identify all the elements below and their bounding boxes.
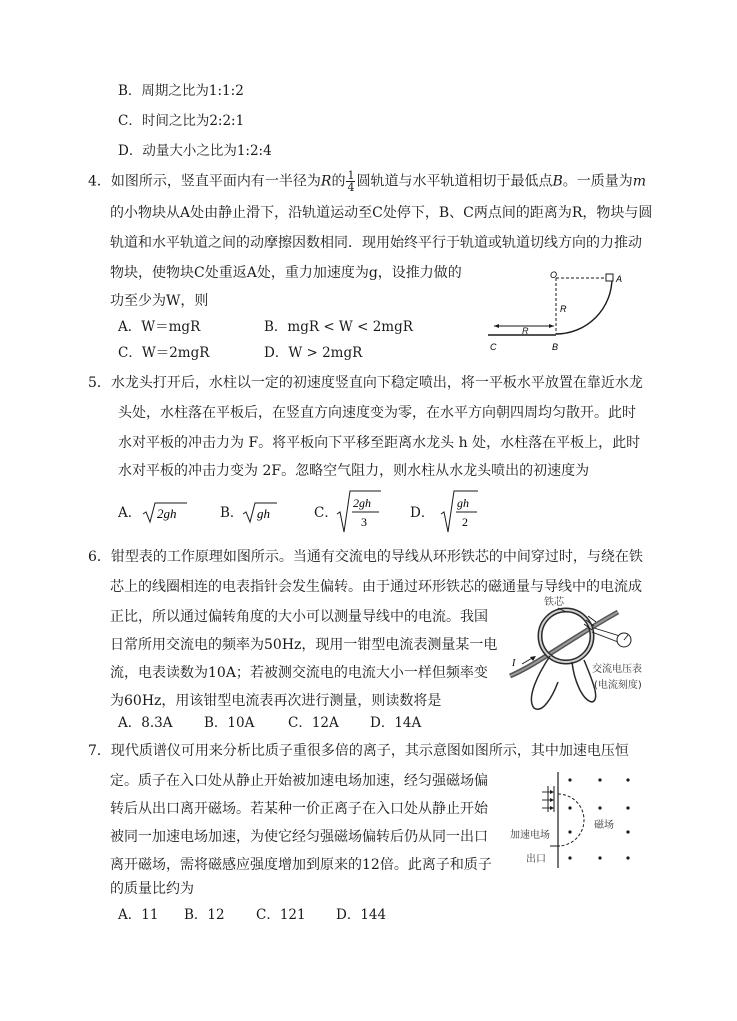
q5-option-b: B． bbox=[220, 505, 244, 521]
q7-option-b: B．12 bbox=[184, 907, 225, 923]
q5-line-1: 5．水龙头打开后，水柱以一定的初速度竖直向下稳定喷出，将一平板水平放置在靠近水龙 bbox=[88, 375, 643, 391]
q7-line-3: 转后从出口离开磁场。若某种一价正离子在入口处从静止开始 bbox=[110, 801, 488, 817]
q5-option-d-numerator: gh bbox=[457, 496, 469, 510]
q7-line-4: 被同一加速电场加速，为使它经匀强磁场偏转后仍从同一出口 bbox=[110, 829, 488, 845]
q7-line-5: 离开磁场，需将磁感应强度增加到原来的12倍。此离子和质子 bbox=[110, 857, 492, 873]
q7-line-1: 7．现代质谱仪可用来分析比质子重很多倍的离子，其示意图如图所示，其中加速电压恒 bbox=[88, 743, 629, 759]
q6-option-b: B．10A bbox=[204, 715, 255, 731]
q5-option-a: A． bbox=[118, 505, 142, 521]
q6-fig-label-I: I bbox=[512, 658, 516, 669]
q5-line-3: 水对平板的冲击力为 F。将平板向下平移至距离水龙头 h 处，水柱落在平板上，此时 bbox=[118, 435, 641, 451]
q7-fig-label-exit: 出口 bbox=[526, 854, 546, 865]
q4-fig-label-C: C bbox=[490, 342, 497, 352]
q5-option-b-radicand: gh bbox=[257, 506, 270, 521]
q4-line-5: 功至少为W，则 bbox=[110, 293, 209, 309]
q3-option-c: C．时间之比为2:2:1 bbox=[118, 113, 245, 129]
q7-option-a: A．11 bbox=[118, 907, 159, 923]
q6-option-c: C．12A bbox=[288, 715, 339, 731]
q6-line-2: 芯上的线圈相连的电表指针会发生偏转。由于通过环形铁芯的磁通量与导线中的电流成 bbox=[110, 579, 642, 595]
q6-option-d: D．14A bbox=[370, 715, 422, 731]
q3-option-d: D．动量大小之比为1:2:4 bbox=[118, 143, 272, 159]
q4-option-a: A．W＝mgR bbox=[118, 319, 201, 335]
q5-option-c-sqrt bbox=[336, 488, 382, 536]
q4-fig-label-B: B bbox=[552, 342, 559, 352]
q5-option-d-sqrt bbox=[440, 488, 480, 536]
q4-line-2: 的小物块从A处由静止滑下，沿轨道运动至C处停下，B、C两点间的距离为R，物块与圆 bbox=[110, 205, 653, 221]
q7-fig-label-accel: 加速电场 bbox=[510, 830, 550, 841]
q7-line-2: 定。质子在入口处从静止开始被加速电场加速，经匀强磁场偏 bbox=[110, 773, 488, 789]
q5-line-4: 水对平板的冲击力变为 2F。忽略空气阻力，则水柱从水龙头喷出的初速度为 bbox=[118, 463, 590, 479]
q5-line-2: 头处，水柱落在平板后，在竖直方向速度变为零，在水平方向朝四周均匀散开。此时 bbox=[118, 405, 636, 421]
q5-option-a-radicand: 2gh bbox=[157, 506, 177, 521]
q4-fig-label-A: A bbox=[616, 274, 623, 284]
q5-option-c-numerator: 2gh bbox=[353, 496, 371, 510]
q6-line-4: 日常所用交流电的频率为50Hz，现用一钳型电流表测量某一电 bbox=[110, 637, 498, 653]
q6-fig-label-meter: 交流电压表 bbox=[592, 664, 642, 675]
q4-option-d: D．W > 2mgR bbox=[264, 345, 363, 361]
q7-line-6: 的质量比约为 bbox=[110, 881, 194, 897]
q6-line-6: 为60Hz，用该钳型电流表再次进行测量，则读数将是 bbox=[110, 693, 442, 709]
q6-line-5: 流，电表读数为10A；若被测交流电的电流大小一样但频率变 bbox=[110, 665, 488, 681]
q5-option-c-denominator: 3 bbox=[361, 515, 367, 529]
q3-option-b: B．周期之比为1:1:2 bbox=[118, 83, 244, 99]
q7-option-d: D．144 bbox=[336, 907, 387, 923]
q4-fig-label-R-horizontal: R bbox=[522, 326, 529, 336]
q7-option-c: C．121 bbox=[256, 907, 306, 923]
q4-track-figure bbox=[482, 268, 642, 360]
q5-option-b-sqrt bbox=[242, 500, 278, 526]
q6-line-1: 6．钳型表的工作原理如图所示。当通有交流电的导线从环形铁芯的中间穿过时，与绕在铁 bbox=[88, 549, 643, 565]
q4-quarter-fraction: $\frac{1}{4}$ bbox=[347, 169, 355, 194]
q7-fig-label-field: 磁场 bbox=[594, 820, 614, 831]
q4-fig-label-O: O bbox=[550, 270, 558, 280]
q5-option-a-sqrt bbox=[142, 500, 188, 526]
q4-option-c: C．W＝2mgR bbox=[118, 345, 210, 361]
q4-line-4: 物块，使物块C处重返A处，重力加速度为g，设推力做的 bbox=[110, 265, 462, 281]
q6-clamp-meter-figure bbox=[508, 594, 658, 720]
q4-fig-label-R-vertical: R bbox=[560, 304, 567, 314]
q5-option-c: C． bbox=[314, 505, 338, 521]
q6-line-3: 正比，所以通过偏转角度的大小可以测量导线中的电流。我国 bbox=[110, 609, 488, 625]
q5-option-d-denominator: 2 bbox=[462, 515, 468, 529]
q4-line-1: 4．如图所示，竖直平面内有一半径为R的 $\frac{1}{4}$ 圆轨道与水平轨道相切于最低点B。一质量为m bbox=[88, 169, 647, 194]
q4-option-b: B．mgR < W < 2mgR bbox=[264, 319, 413, 335]
q6-fig-label-scale: (电流刻度) bbox=[594, 680, 642, 691]
q4-line-3: 轨道和水平轨道之间的动摩擦因数相同．现用始终平行于轨道或轨道切线方向的力推动 bbox=[110, 235, 642, 251]
q7-mass-spectrometer-figure bbox=[508, 772, 648, 876]
q6-fig-label-core: 铁芯 bbox=[544, 597, 564, 608]
q5-option-d: D． bbox=[410, 505, 435, 521]
q6-option-a: A．8.3A bbox=[118, 715, 173, 731]
